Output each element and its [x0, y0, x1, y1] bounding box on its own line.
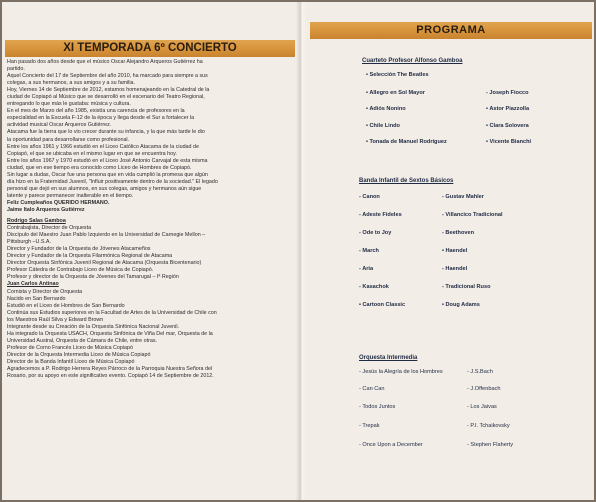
- program-piece: - Canon: [359, 194, 380, 200]
- text-line: Director y Fundador de la Orquesta Filarmónica Regional de Atacama: [7, 253, 173, 260]
- text-line: Profesor y director de la Orquesta de Jóvenes del Tamarugal – Iª Región: [7, 274, 179, 281]
- program-piece: • Tonada de Manuel Rodríguez: [366, 139, 447, 145]
- text-line: colegas, a sus hermanos, a sus amigos y a su familia.: [7, 80, 136, 87]
- text-line: Profesor de Corno Francés Liceo de Música Copiapó: [7, 344, 133, 351]
- program-piece: - Once Upon a December: [359, 442, 423, 448]
- text-line: Copiapó, el que se ubicaba en el mismo lugar en que se encuentra hoy.: [7, 150, 177, 157]
- program-composer: - Los Jaivas: [467, 404, 497, 410]
- text-line: Integrante desde su Creación de la Orquesta Sinfónica Nacional Juvenil.: [7, 323, 179, 330]
- program-composer: - Beethoven: [442, 230, 474, 236]
- left-page-text: [7, 59, 293, 380]
- program-piece: - Jesús la Alegría de los Hombres: [359, 369, 443, 375]
- section-heading: Banda Infantil de Sextos Básicos: [359, 178, 454, 184]
- text-line: Pittsburgh –U.S.A.: [7, 239, 51, 246]
- text-line: Director de la Banda Infantil Liceo de Música Copiapó: [7, 358, 135, 365]
- text-line: Director de la Orquesta Intermedia Liceo de Música Copiapó: [7, 351, 151, 358]
- text-line: Entre los años 1961 y 1966 estudió en el Liceo Católico Atacama de la ciudad de: [7, 143, 199, 150]
- text-line: Aquel Concierto del 17 de Septiembre del año 2010, ha marcado para siempre a sus: [7, 73, 208, 80]
- program-composer: - Gustav Mahler: [442, 194, 484, 200]
- text-line: latente y parece permanecer inalterable en el tiempo.: [7, 192, 134, 199]
- section-heading: Orquesta Intermedia: [359, 355, 418, 361]
- text-line: día hizo en la Fraternidad Juvenil, "Influir positivamente dentro de la sociedad." El legado: [7, 178, 218, 185]
- text-line: Rosario, por su apoyo en este significativo evento. Copiapó 14 de Septiembre de 2012.: [7, 373, 214, 380]
- program-composer: - Tradicional Ruso: [442, 284, 491, 290]
- concert-title-banner: XI TEMPORADA 6º CONCIERTO: [5, 40, 295, 57]
- program-composer: • Haendel: [442, 248, 467, 254]
- section-heading: Cuarteto Profesor Alfonso Gamboa: [362, 58, 463, 64]
- text-line: Agradecemos a P. Rodrigo Herrera Reyes Párroco de la Parroquia Nuestra Señora del: [7, 366, 213, 373]
- text-line: la oportunidad para desarrollarse como profesional.: [7, 136, 130, 143]
- program-composer: • Clara Solovera: [486, 123, 529, 129]
- program-composer: - Stephen Flaherty: [467, 442, 513, 448]
- text-line: Profesor Cátedra de Contrabajo Liceo de Música de Copiapó.: [7, 267, 154, 274]
- text-line: Jaime Italo Arqueros Gutiérrez: [7, 206, 85, 213]
- program-composer: • Astor Piazzolla: [486, 106, 529, 112]
- program-piece: • Allegro en Sol Mayor: [366, 90, 425, 96]
- text-line: Rodrigo Salas Gamboa: [7, 218, 66, 225]
- program-piece: - Kasachok: [359, 284, 389, 290]
- text-line: En el mes de Marzo del año 1985, existía una carencia de profesores en la: [7, 108, 185, 115]
- text-line: partido.: [7, 66, 25, 73]
- text-line: Discípulo del Maestro Juan Pablo Izquierdo en la Universidad de Carnegie Mellon –: [7, 232, 206, 239]
- program-piece: - Trepak: [359, 423, 380, 429]
- program-piece: - Aria: [359, 266, 373, 272]
- program-piece: • Cartoon Classic: [359, 302, 405, 308]
- program-piece: - Todos Juntos: [359, 404, 395, 410]
- program-piece: - Ode to Joy: [359, 230, 391, 236]
- text-line: Nacido en San Bernardo: [7, 295, 66, 302]
- program-piece: - March: [359, 248, 379, 254]
- text-line: Director Orquesta Sinfónica Juvenil Regional de Atacama (Orquesta Bicentenario): [7, 260, 202, 267]
- text-line: Juan Carlos Antinao: [7, 281, 59, 288]
- program-piece: • Selección The Beatles: [366, 72, 429, 78]
- text-line: Han pasado dos años desde que el músico Oscar Alejandro Arqueros Gutiérrez ha: [7, 59, 203, 65]
- text-line: Ha integrado la Orquesta USACH, Orquesta Sinfónica de Viña Del mar, Orquesta de la: [7, 330, 213, 337]
- program-composer: • Vicente Bianchi: [486, 139, 531, 145]
- program-piece: • Adiós Nonino: [366, 106, 406, 112]
- text-line: Estudió en el Liceo de Hombres de San Bernardo: [7, 302, 125, 309]
- program-piece: - Adeste Fideles: [359, 212, 402, 218]
- text-line: Continúa sus Estudios superiores en la Facultad de Artes de la Universidad de Chile con: [7, 309, 217, 316]
- program-composer: - J.Offenbach: [467, 386, 500, 392]
- program-composer: - Joseph Fiocco: [486, 90, 529, 96]
- program-composer: • Doug Adams: [442, 302, 480, 308]
- program-piece: - Can Can: [359, 386, 385, 392]
- text-line: especialidad en la Escuela F-12 de la época y llega desde el Sur a fortalecer la: [7, 115, 195, 122]
- text-line: Director y Fundador de la Orquesta de Jóvenes Atacameños: [7, 246, 151, 253]
- text-line: los Maestros Raúl Silva y Edward Brown: [7, 316, 104, 323]
- text-line: Contrabajista, Director de Orquesta: [7, 225, 92, 232]
- program-composer: - J.S.Bach: [467, 369, 493, 375]
- text-line: Atacama fue la tierra que lo vio crecer durante su infancia, y la que más tarde le dio: [7, 129, 205, 136]
- text-line: personal que dejó en sus alumnos, en sus colegas, amigos y hermanos aún sigue: [7, 185, 202, 192]
- page-fold: [296, 2, 306, 500]
- programa-banner: PROGRAMA: [310, 22, 592, 39]
- program-sheet: [2, 2, 594, 500]
- program-composer: - Haendel: [442, 266, 467, 272]
- text-line: Universidad Austral, Orquesta de Cámara de Chile, entre otras.: [7, 337, 157, 344]
- text-line: Feliz Cumpleaños QUERIDO HERMANO.: [7, 199, 110, 206]
- program-piece: • Chile Lindo: [366, 123, 400, 129]
- text-line: ciudad, que en ese tiempo era conocido como Liceo de Hombres de Copiapó.: [7, 164, 192, 171]
- text-line: Hoy, Viernes 14 de Septiembre de 2012, estamos homenajeando en la Catedral de la: [7, 87, 210, 94]
- text-line: actividad musical Oscar Arqueros Gutiérrez.: [7, 122, 112, 129]
- text-line: ciudad de Copiapó al Músico que se desarrolló en el escenario del Teatro Regional,: [7, 94, 205, 101]
- text-line: Sin lugar a dudas, Oscar fue una persona que en vida cumplió la promesa que algún: [7, 171, 208, 178]
- program-composer: - Villancico Tradicional: [442, 212, 503, 218]
- program-composer: - P.I. Tchaikovsky: [467, 423, 510, 429]
- text-line: Cornista y Director de Orquesta: [7, 288, 83, 295]
- text-line: Entre los años 1967 y 1970 estudió en el Liceo José Antonio Carvajal de esta misma: [7, 157, 208, 164]
- text-line: entregando lo que más le gustaba: música y cultura.: [7, 101, 131, 108]
